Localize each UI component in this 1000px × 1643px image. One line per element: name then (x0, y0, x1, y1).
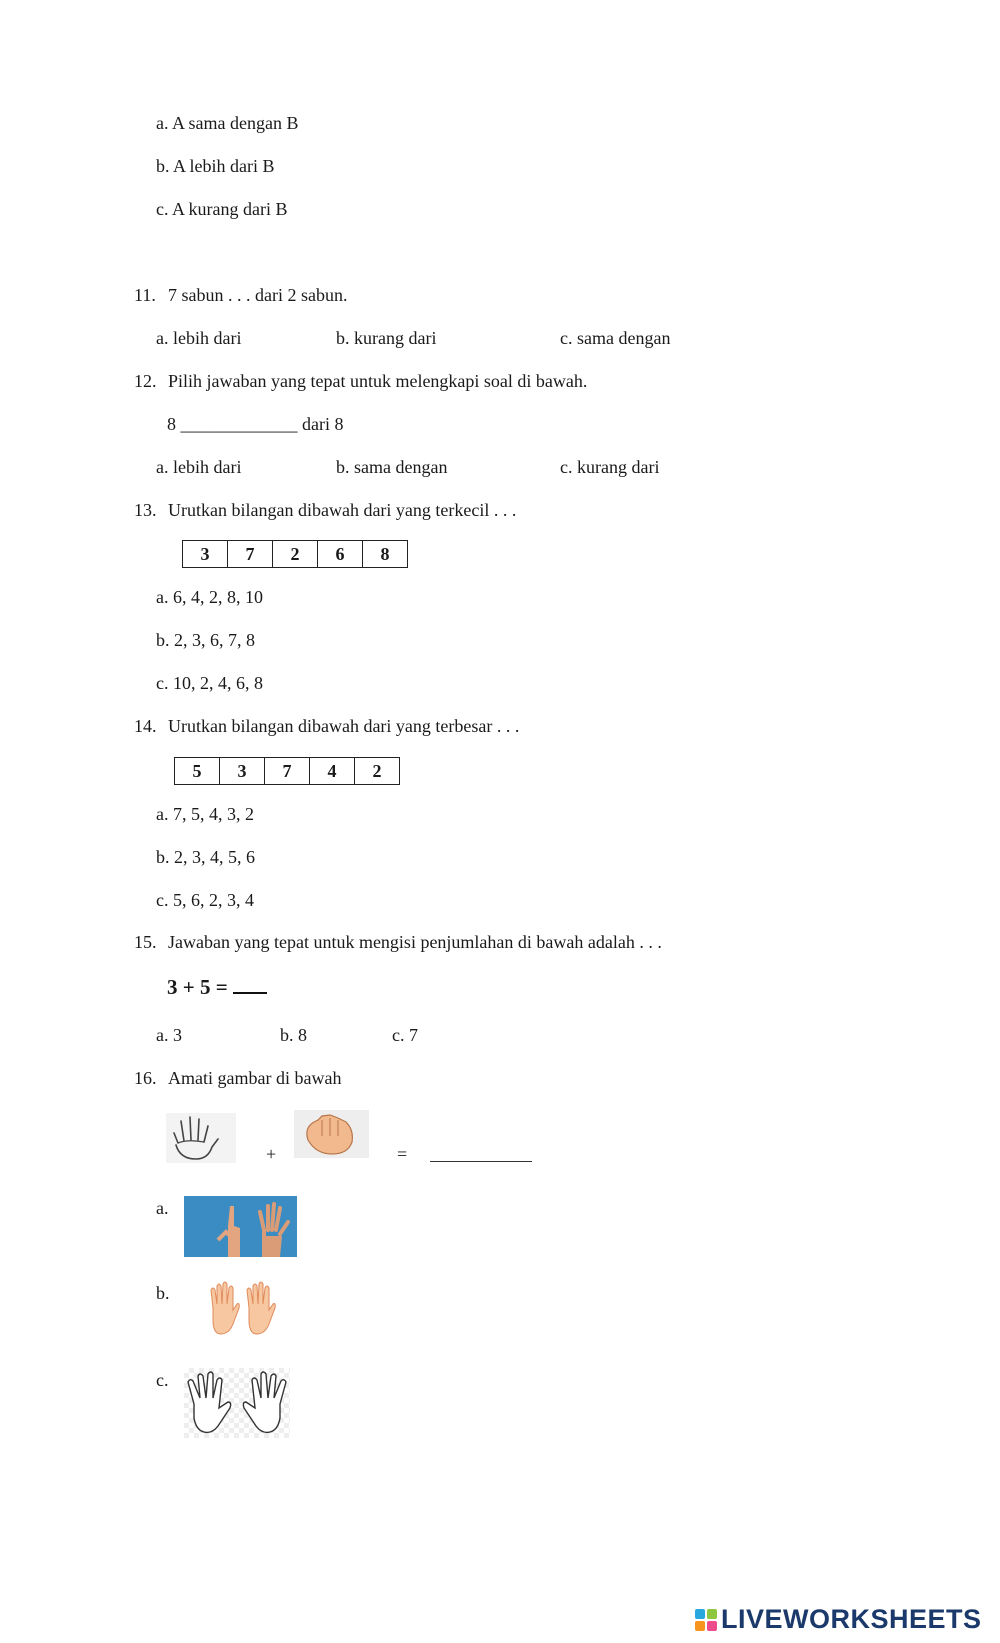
q14-text: Urutkan bilangan dibawah dari yang terbesar . . . (168, 716, 520, 736)
q13-number-cell: 8 (362, 541, 407, 567)
open-hand-outline-image (166, 1113, 236, 1163)
two-hands-outline-image (184, 1368, 290, 1438)
q12-option-a[interactable]: a. lebih dari (156, 457, 242, 477)
q11-option-b[interactable]: b. kurang dari (336, 328, 437, 348)
q13-option-a[interactable]: a. 6, 4, 2, 8, 10 (156, 587, 263, 607)
q16-answer-line[interactable] (430, 1161, 532, 1162)
q16-option-a[interactable]: a. (156, 1198, 169, 1218)
q16-text: Amati gambar di bawah (168, 1068, 342, 1088)
q12-option-c[interactable]: c. kurang dari (560, 457, 660, 477)
q15-text: Jawaban yang tepat untuk mengisi penjumlahan di bawah adalah . . . (168, 932, 662, 952)
q14-number: 14. (134, 716, 157, 736)
q13-number-cell: 6 (317, 541, 362, 567)
q15-number: 15. (134, 932, 157, 952)
q13-option-b[interactable]: b. 2, 3, 6, 7, 8 (156, 630, 255, 650)
q13-number-box (182, 540, 408, 568)
q13-number-cell: 2 (272, 541, 317, 567)
logo-grid-icon (695, 1609, 717, 1631)
q14-number-cell: 2 (354, 758, 399, 784)
q14-number-cell: 7 (264, 758, 309, 784)
q11-option-a[interactable]: a. lebih dari (156, 328, 242, 348)
q15-option-a[interactable]: a. 3 (156, 1025, 182, 1045)
q14-option-c[interactable]: c. 5, 6, 2, 3, 4 (156, 890, 254, 910)
equals-sign: = (397, 1144, 408, 1164)
q15-option-c[interactable]: c. 7 (392, 1025, 418, 1045)
hands-sky-image (184, 1196, 297, 1257)
q14-number-cell: 3 (219, 758, 264, 784)
q16-option-c[interactable]: c. (156, 1370, 169, 1390)
q15-equation-text: 3 + 5 = (167, 975, 233, 999)
q11-option-c[interactable]: c. sama dengan (560, 328, 671, 348)
q16-number: 16. (134, 1068, 157, 1088)
q12-fill-line: 8 _____________ dari 8 (167, 414, 344, 434)
q13-number-cell: 7 (227, 541, 272, 567)
q14-number-cell: 5 (192, 761, 202, 781)
colored-hand-image (294, 1110, 369, 1158)
q15-equation (167, 976, 267, 998)
q12-number: 12. (134, 371, 157, 391)
plus-sign: + (266, 1144, 277, 1164)
q16-option-b[interactable]: b. (156, 1283, 170, 1303)
q14-option-a[interactable]: a. 7, 5, 4, 3, 2 (156, 804, 254, 824)
q13-number-cell: 3 (200, 544, 210, 564)
q14-option-b[interactable]: b. 2, 3, 4, 5, 6 (156, 847, 255, 867)
q13-option-c[interactable]: c. 10, 2, 4, 6, 8 (156, 673, 263, 693)
q11-text: 7 sabun . . . dari 2 sabun. (168, 285, 348, 305)
q12-option-b[interactable]: b. sama dengan (336, 457, 448, 477)
liveworksheets-logo (695, 1604, 982, 1635)
q10-option-c[interactable]: c. A kurang dari B (156, 199, 288, 219)
q12-text: Pilih jawaban yang tepat untuk melengkapi soal di bawah. (168, 371, 588, 391)
q10-option-a[interactable]: a. A sama dengan B (156, 113, 299, 133)
q15-answer-blank[interactable] (233, 976, 267, 994)
q11-number: 11. (134, 285, 156, 305)
q13-number: 13. (134, 500, 157, 520)
q15-option-b[interactable]: b. 8 (280, 1025, 307, 1045)
two-hands-image (205, 1280, 285, 1338)
q13-text: Urutkan bilangan dibawah dari yang terkecil . . . (168, 500, 517, 520)
q10-option-b[interactable]: b. A lebih dari B (156, 156, 275, 176)
q14-number-cell: 4 (309, 758, 354, 784)
logo-text: LIVEWORKSHEETS (721, 1604, 982, 1634)
q14-number-box (174, 757, 400, 785)
